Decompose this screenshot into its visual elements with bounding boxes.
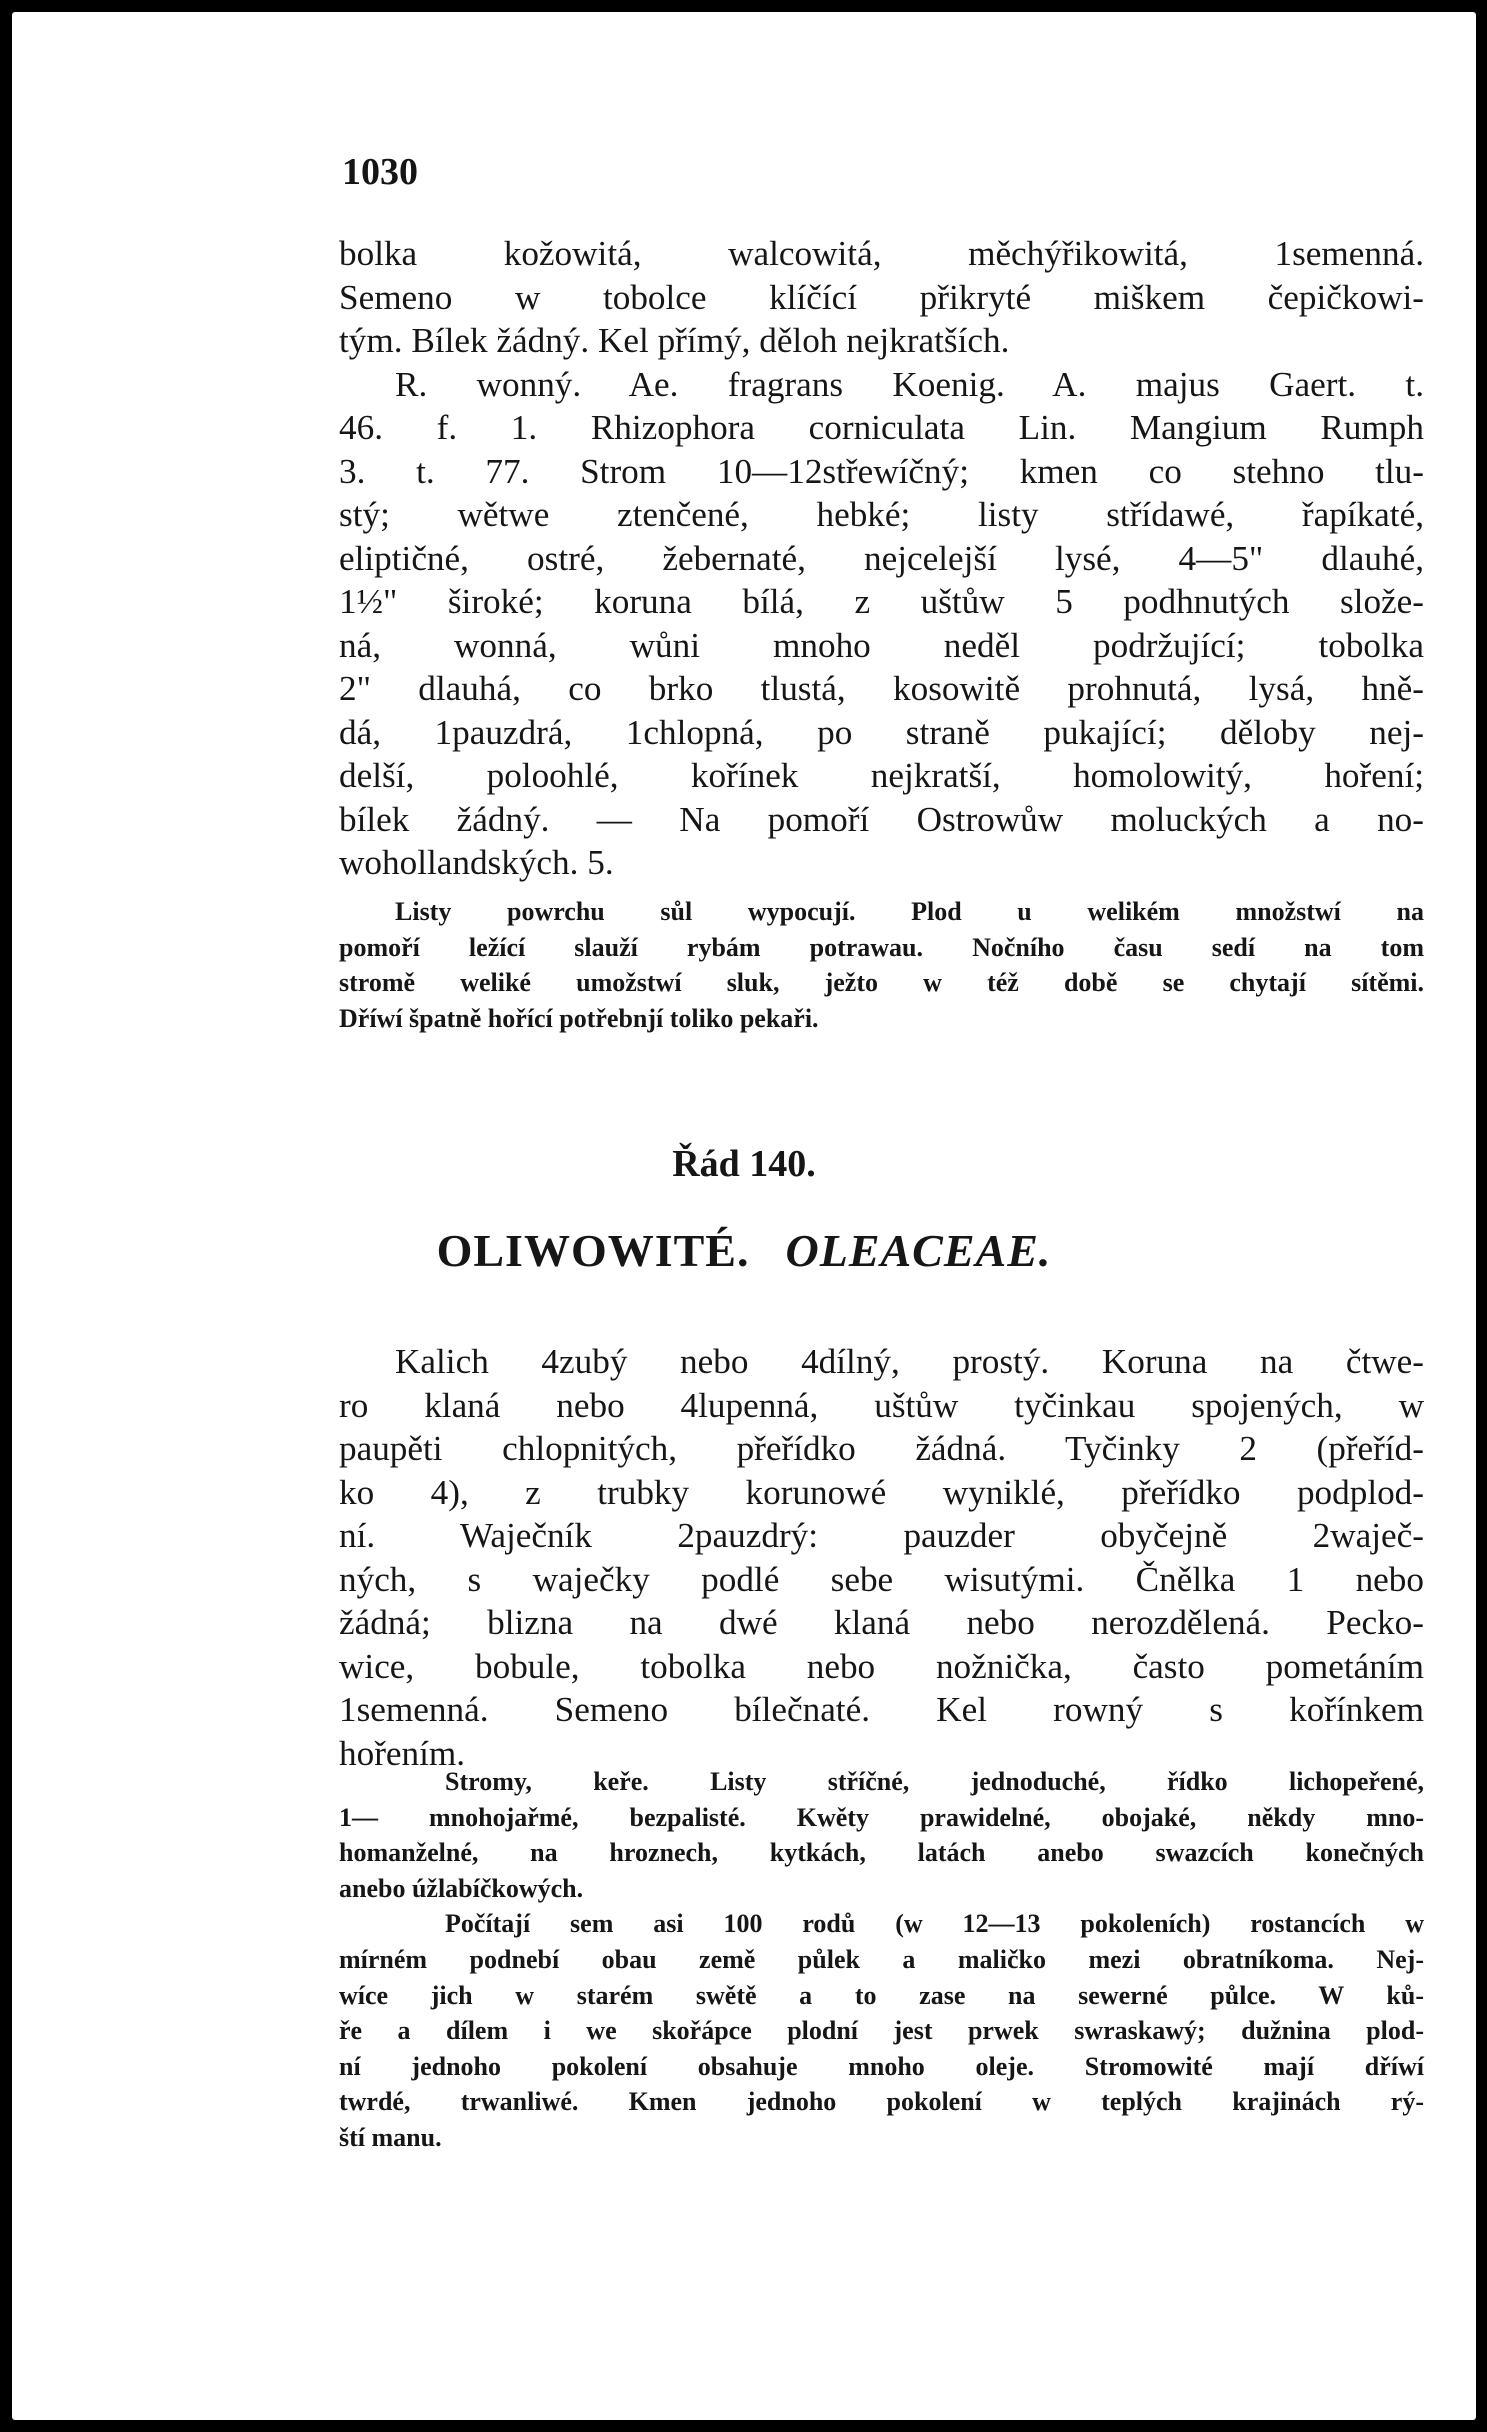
- text-line: ře a dílem i we skořápce plodní jest prwek swraskawý; dužnina plod-: [339, 2016, 1424, 2046]
- family-heading: [12, 1224, 1476, 1277]
- family-description: [339, 1340, 1424, 1775]
- text-line: 1— mnohojařmé, bezpalisté. Kwěty prawidelné, obojaké, někdy mno-: [339, 1802, 1424, 1832]
- text-line: stromě weliké umožstwí sluk, ježto w též době se chytají sítěmi.: [339, 968, 1424, 998]
- text-line: R. wonný. Ae. fragrans Koenig. A. majus Gaert. t.: [395, 364, 1424, 404]
- text-line: wíce jich w starém swětě a to zase na sewerné půlce. W ků-: [339, 1980, 1424, 2010]
- genus-description-text: [339, 232, 1424, 885]
- text-line: mírném podnebí obau země půlek a maličko mezi obratníkoma. Nej-: [339, 1944, 1424, 1974]
- text-line: Stromy, keře. Listy stříčné, jednoduché, řídko lichopeřené,: [445, 1767, 1424, 1796]
- family-description-text: [339, 1340, 1424, 1775]
- text-line: paupěti chlopnitých, přeřídko žádná. Tyčinky 2 (přeříd-: [339, 1429, 1424, 1468]
- text-line: pomoří ležící slauží rybám potrawau. Nočního času sedí na tom: [339, 932, 1424, 962]
- text-line: ných, s waječky podlé sebe wisutými. Čnělka 1 nebo: [339, 1559, 1424, 1599]
- text-line: žádná; blizna na dwé klaná nebo nerozdělená. Pecko-: [339, 1603, 1424, 1642]
- text-line: bílek žádný. — Na pomoří Ostrowůw moluckých a no-: [339, 799, 1424, 839]
- text-line: anebo úžlabíčkowých.: [339, 1873, 584, 1903]
- page-number: 1030: [342, 151, 418, 193]
- text-line: hořením.: [339, 1733, 466, 1773]
- text-line: 1semenná. Semeno bílečnaté. Kel rowný s kořínkem: [339, 1690, 1424, 1729]
- text-line: 46. f. 1. Rhizophora corniculata Lin. Mangium Rumph: [339, 408, 1424, 447]
- text-line: stý; wětwe ztenčené, hebké; listy střídawé, řapíkaté,: [339, 495, 1424, 534]
- text-line: ko 4), z trubky korunowé wyniklé, přeřídko podplod-: [339, 1472, 1424, 1512]
- family-heading-latin: OLEACEAE.: [785, 1225, 1052, 1276]
- text-line: 1½" široké; koruna bílá, z uštůw 5 podhnutých slože-: [339, 582, 1424, 621]
- text-line: Kalich 4zubý nebo 4dílný, prostý. Koruna na čtwe-: [395, 1342, 1424, 1381]
- book-page: [12, 12, 1476, 2420]
- text-line: bolka kožowitá, walcowitá, měchýřikowitá, 1semenná.: [339, 234, 1424, 273]
- text-line: ní jednoho pokolení obsahuje mnoho oleje. Stromowité mají dříwí: [339, 2051, 1424, 2081]
- text-line: ná, wonná, wůni mnoho neděl podržující; tobolka: [339, 625, 1424, 665]
- text-line: homanželné, na hroznech, kytkách, latách anebo swazcích konečných: [339, 1838, 1424, 1868]
- text-line: Počítají sem asi 100 rodů (w 12—13 pokoleních) rostancích w: [445, 1909, 1424, 1939]
- family-heading-czech: OLIWOWITÉ.: [436, 1225, 750, 1276]
- text-line: twrdé, trwanliwé. Kmen jednoho pokolení w teplých krajinách rý-: [339, 2087, 1424, 2117]
- text-line: Dříwí špatně hořící potřebnjí toliko pekaři.: [339, 1003, 819, 1033]
- text-line: tým. Bílek žádný. Kel přímý, děloh nejkratších.: [339, 321, 1010, 360]
- genus-note: [339, 894, 1424, 1036]
- text-line: ní. Waječník 2pauzdrý: pauzder obyčejně 2waječ-: [339, 1516, 1424, 1555]
- genus-description: [339, 232, 1424, 885]
- text-line: 3. t. 77. Strom 10—12střewíčný; kmen co stehno tlu-: [339, 451, 1424, 491]
- family-notes-text: [339, 1764, 1424, 2156]
- genus-note-text: [339, 894, 1424, 1036]
- text-line: Listy powrchu sůl wypocují. Plod u welikém množstwí na: [395, 897, 1424, 926]
- text-line: ro klaná nebo 4lupenná, uštůw tyčinkau spojených, w: [339, 1385, 1424, 1425]
- text-line: eliptičné, ostré, žebernaté, nejcelejší lysé, 4—5" dlauhé,: [339, 538, 1424, 578]
- text-line: 2" dlauhá, co brko tlustá, kosowitě prohnutá, lysá, hně-: [339, 669, 1424, 708]
- order-heading: Řád 140.: [672, 1143, 816, 1185]
- text-line: delší, poloohlé, kořínek nejkratší, homolowitý, hoření;: [339, 756, 1424, 795]
- text-line: wohollandských. 5.: [339, 843, 614, 882]
- family-notes: [339, 1764, 1424, 2156]
- text-line: ští manu.: [339, 2122, 442, 2152]
- text-line: wice, bobule, tobolka nebo nožnička, často pometáním: [339, 1646, 1424, 1686]
- text-line: dá, 1pauzdrá, 1chlopná, po straně pukající; děloby nej-: [339, 712, 1424, 752]
- text-line: Semeno w tobolce klíčící přikryté miškem čepičkowi-: [339, 277, 1424, 317]
